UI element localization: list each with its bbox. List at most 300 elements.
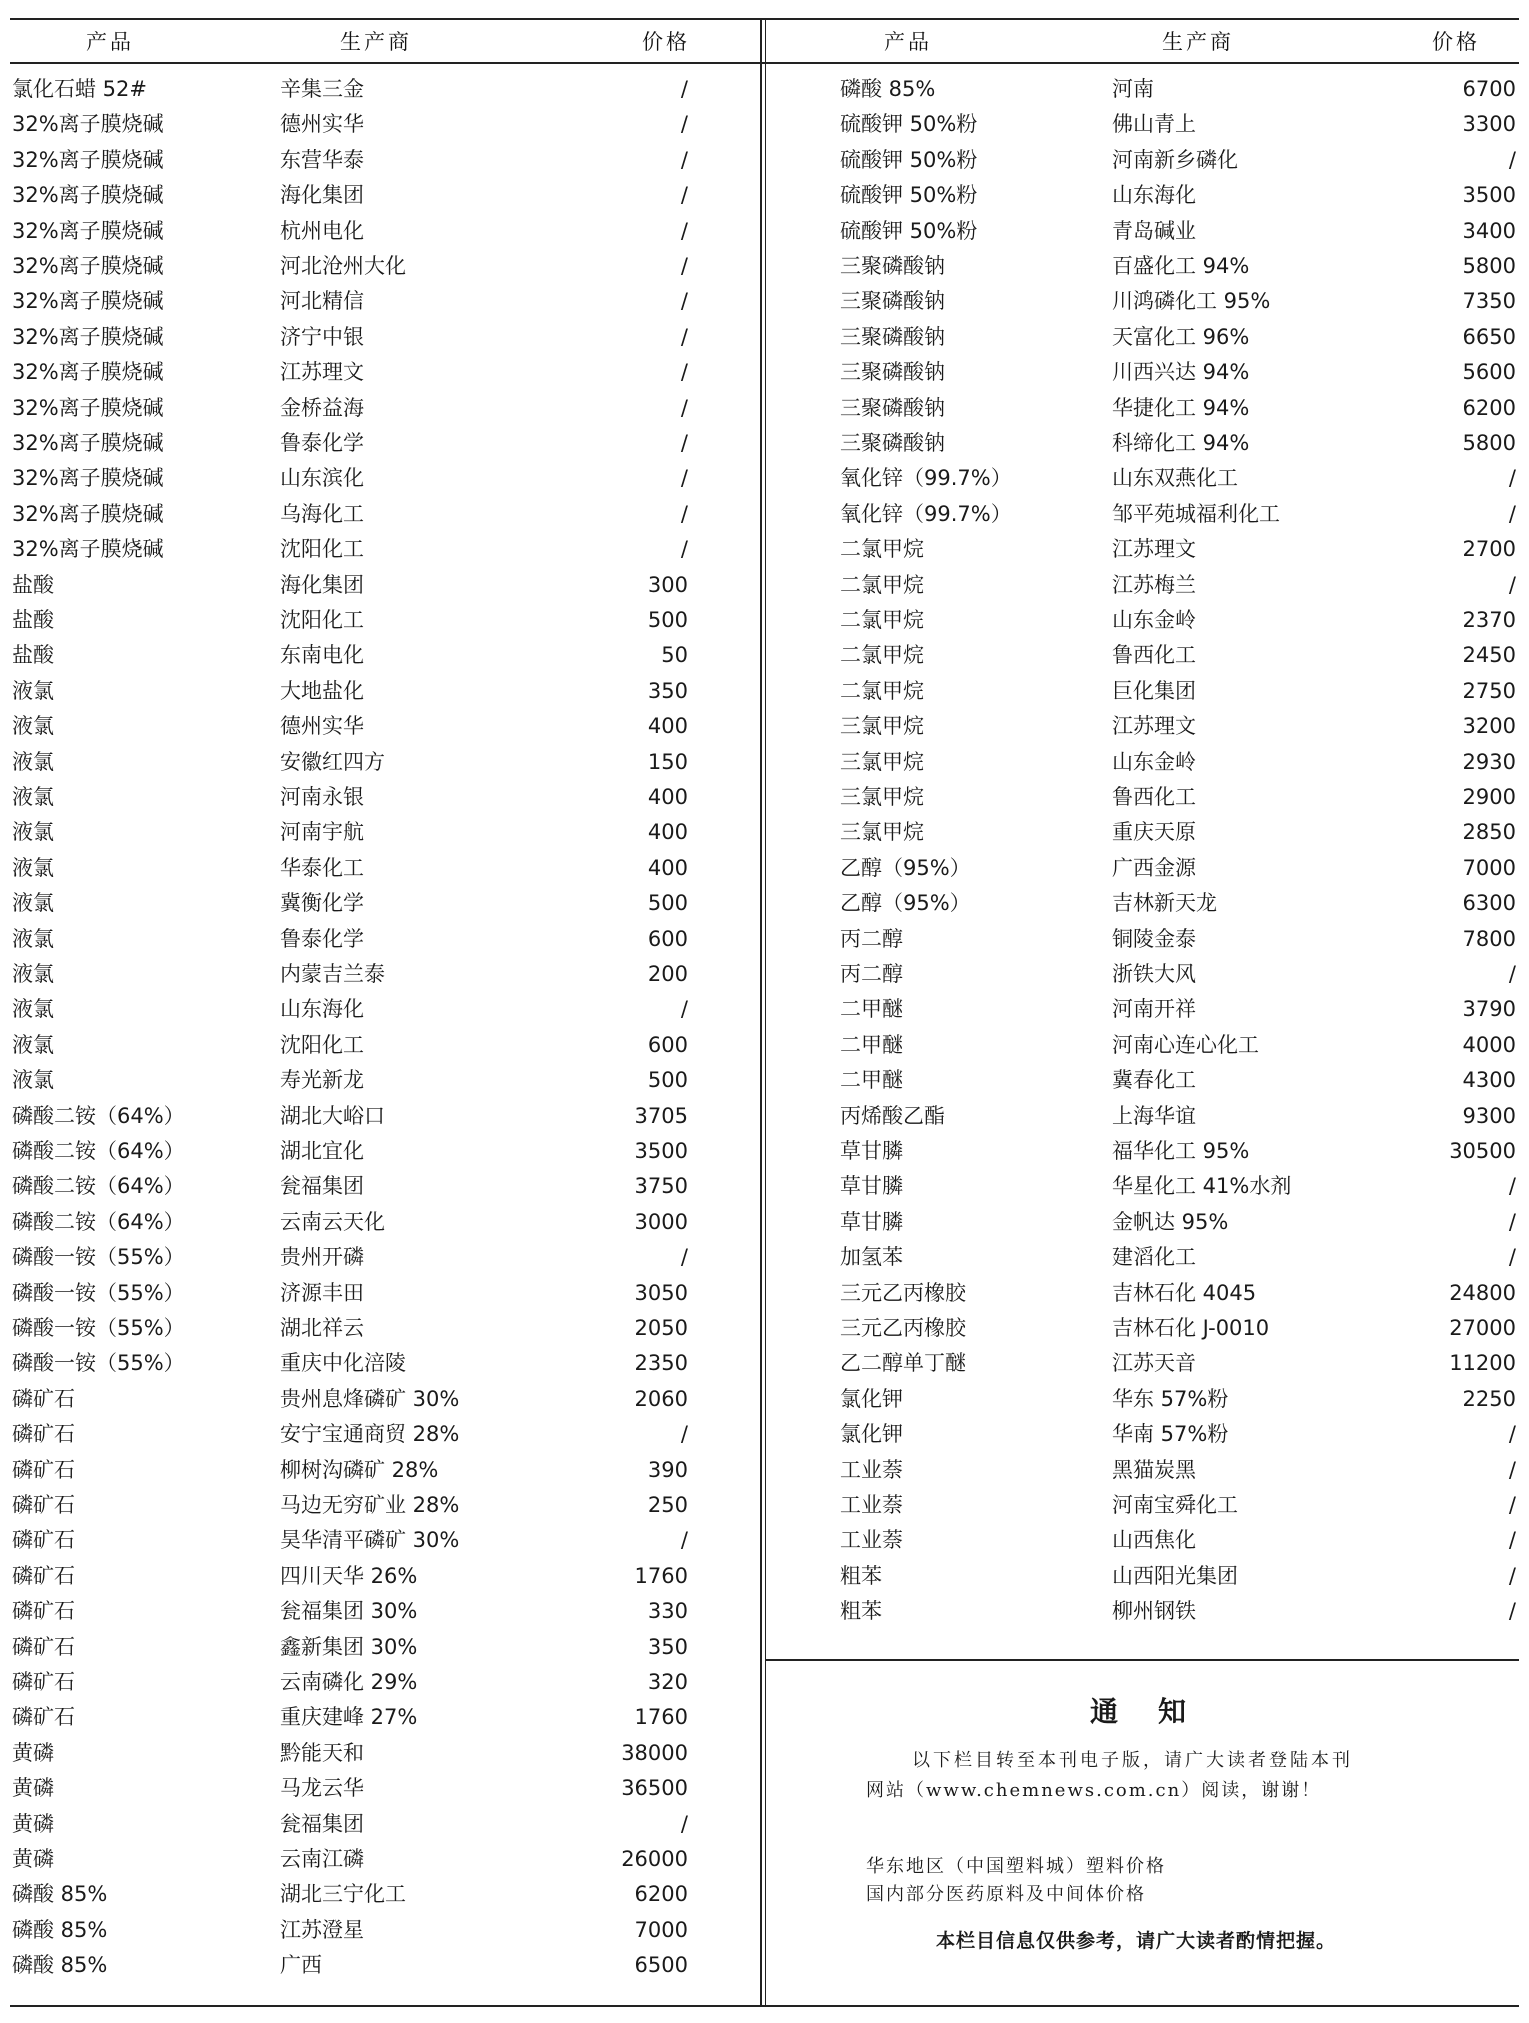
table-row	[766, 214, 1519, 249]
producer-cell: 河北沧州大化	[280, 254, 406, 278]
table-row	[0, 1028, 760, 1063]
price-cell: 26000	[621, 1847, 688, 1871]
table-row	[0, 1594, 760, 1629]
producer-cell: 鲁西化工	[1112, 785, 1196, 809]
price-cell: /	[1508, 1528, 1516, 1553]
table-row	[0, 1771, 760, 1806]
table-row	[0, 1453, 760, 1488]
producer-cell: 广西金源	[1112, 855, 1196, 880]
price-cell: /	[680, 147, 688, 172]
table-row	[766, 603, 1519, 638]
table-row	[0, 1134, 760, 1169]
product-cell: 黄磷	[12, 1776, 54, 1801]
producer-cell: 山东双燕化工	[1112, 466, 1238, 491]
price-cell: 500	[647, 1068, 688, 1093]
price-cell: 6300	[1462, 891, 1516, 916]
table-row	[766, 249, 1519, 284]
table-row	[0, 1736, 760, 1771]
price-cell: /	[1508, 1599, 1516, 1624]
price-cell: 3050	[634, 1280, 688, 1305]
price-cell: 6500	[634, 1953, 688, 1978]
price-cell: 2350	[634, 1351, 688, 1376]
price-cell: /	[1508, 1174, 1516, 1199]
right-header-producer: 生产商	[1162, 30, 1234, 54]
price-cell: /	[1508, 1493, 1516, 1517]
producer-cell: 冀春化工	[1112, 1068, 1196, 1093]
producer-cell: 安徽红四方	[280, 749, 385, 774]
price-cell: 500	[647, 891, 688, 916]
product-cell: 工业萘	[840, 1528, 903, 1553]
price-cell: 7350	[1462, 289, 1516, 314]
product-cell: 磷酸一铵（55%）	[12, 1280, 185, 1305]
price-cell: 6200	[1462, 395, 1516, 420]
table-row	[766, 851, 1519, 886]
product-cell: 工业萘	[840, 1457, 903, 1482]
table-row	[0, 72, 760, 107]
product-cell: 液氯	[12, 962, 54, 986]
producer-cell: 鲁西化工	[1112, 643, 1196, 668]
producer-cell: 佛山青上	[1112, 112, 1196, 137]
table-row	[766, 1559, 1519, 1594]
product-cell: 磷酸 85%	[12, 1917, 108, 1942]
price-cell: /	[680, 501, 688, 526]
producer-cell: 百盛化工 94%	[1112, 254, 1250, 278]
table-row	[0, 497, 760, 532]
product-cell: 磷矿石	[12, 1705, 75, 1730]
price-cell: /	[1508, 1422, 1516, 1447]
product-cell: 二氯甲烷	[840, 643, 924, 668]
table-row	[0, 320, 760, 355]
price-cell: /	[1508, 1563, 1516, 1588]
left-header-price: 价格	[642, 30, 690, 54]
table-row	[0, 214, 760, 249]
table-row	[0, 957, 760, 992]
producer-cell: 广西	[280, 1953, 322, 1978]
table-row	[766, 815, 1519, 850]
product-cell: 丙二醇	[840, 926, 903, 951]
table-row	[0, 1913, 760, 1948]
product-cell: 三聚磷酸钠	[840, 395, 945, 420]
price-cell: /	[680, 324, 688, 349]
table-row	[0, 603, 760, 638]
product-cell: 三聚磷酸钠	[840, 431, 945, 455]
notice-title: 通 知	[1090, 1695, 1193, 1728]
table-row	[0, 886, 760, 921]
product-cell: 32%离子膜烧碱	[12, 501, 164, 526]
table-row	[766, 568, 1519, 603]
price-cell: 2450	[1462, 643, 1516, 668]
price-cell: 350	[647, 678, 688, 703]
table-row	[766, 709, 1519, 744]
table-row	[766, 320, 1519, 355]
producer-cell: 瓮福集团	[280, 1811, 364, 1836]
product-cell: 二甲醚	[840, 997, 903, 1022]
product-cell: 磷酸二铵（64%）	[12, 1174, 185, 1199]
producer-cell: 云南磷化 29%	[280, 1670, 418, 1694]
product-cell: 三聚磷酸钠	[840, 254, 945, 278]
right-header-product: 产品	[884, 30, 932, 54]
price-cell: 6200	[634, 1882, 688, 1907]
product-cell: 丙二醇	[840, 962, 903, 986]
price-cell: 7800	[1462, 926, 1516, 951]
table-row	[766, 957, 1519, 992]
table-row	[0, 922, 760, 957]
producer-cell: 黑猫炭黑	[1112, 1457, 1196, 1482]
product-cell: 二甲醚	[840, 1032, 903, 1057]
product-cell: 二甲醚	[840, 1068, 903, 1093]
price-cell: 3400	[1462, 218, 1516, 243]
producer-cell: 河南永银	[280, 785, 364, 809]
notice-rule	[766, 1659, 1519, 1661]
price-cell: /	[680, 254, 688, 278]
producer-cell: 柳州钢铁	[1112, 1599, 1196, 1624]
table-row	[766, 992, 1519, 1027]
producer-cell: 山东金岭	[1112, 608, 1196, 632]
product-cell: 盐酸	[12, 608, 54, 632]
table-row	[766, 1523, 1519, 1558]
producer-cell: 辛集三金	[280, 77, 364, 101]
table-row	[0, 284, 760, 319]
price-cell: 3750	[634, 1174, 688, 1199]
product-cell: 三聚磷酸钠	[840, 324, 945, 349]
product-cell: 丙烯酸乙酯	[840, 1103, 945, 1128]
product-cell: 二氯甲烷	[840, 678, 924, 703]
producer-cell: 江苏天音	[1112, 1351, 1196, 1376]
notice-item-1: 华东地区（中国塑料城）塑料价格	[866, 1856, 1166, 1877]
product-cell: 磷矿石	[12, 1599, 75, 1624]
table-row	[0, 1417, 760, 1452]
producer-cell: 江苏理文	[1112, 714, 1196, 739]
table-row	[766, 1240, 1519, 1275]
producer-cell: 山东海化	[280, 997, 364, 1022]
price-cell: /	[680, 1245, 688, 1270]
producer-cell: 贵州开磷	[280, 1245, 364, 1270]
producer-cell: 鑫新集团 30%	[280, 1634, 418, 1659]
product-cell: 三聚磷酸钠	[840, 289, 945, 314]
producer-cell: 济宁中银	[280, 324, 364, 349]
product-cell: 磷酸二铵（64%）	[12, 1139, 185, 1163]
producer-cell: 四川天华 26%	[280, 1563, 418, 1588]
notice-footer: 本栏目信息仅供参考，请广大读者酌情把握。	[936, 1930, 1337, 1952]
table-row	[0, 1948, 760, 1983]
table-row	[0, 1063, 760, 1098]
product-cell: 乙二醇单丁醚	[840, 1351, 966, 1376]
producer-cell: 江苏理文	[280, 360, 364, 385]
producer-cell: 济源丰田	[280, 1280, 364, 1305]
table-row	[0, 638, 760, 673]
table-row	[0, 107, 760, 142]
price-cell: /	[680, 1811, 688, 1836]
table-row	[0, 1311, 760, 1346]
price-cell: 400	[647, 785, 688, 809]
price-cell: /	[680, 1422, 688, 1447]
price-cell: /	[1508, 1457, 1516, 1482]
table-row	[766, 1063, 1519, 1098]
price-cell: /	[680, 183, 688, 208]
table-row	[766, 107, 1519, 142]
producer-cell: 建滔化工	[1112, 1245, 1196, 1270]
product-cell: 32%离子膜烧碱	[12, 289, 164, 314]
price-cell: /	[1508, 501, 1516, 526]
producer-cell: 科缔化工 94%	[1112, 431, 1250, 455]
table-row	[0, 815, 760, 850]
producer-cell: 天富化工 96%	[1112, 324, 1250, 349]
producer-cell: 湖北祥云	[280, 1316, 364, 1340]
producer-cell: 瓮福集团	[280, 1174, 364, 1199]
producer-cell: 铜陵金泰	[1112, 926, 1196, 951]
product-cell: 液氯	[12, 1068, 54, 1093]
product-cell: 液氯	[12, 891, 54, 916]
price-cell: 2050	[634, 1316, 688, 1340]
price-cell: 500	[647, 608, 688, 632]
price-cell: /	[1508, 147, 1516, 172]
product-cell: 二氯甲烷	[840, 572, 924, 597]
product-cell: 磷酸二铵（64%）	[12, 1103, 185, 1128]
price-cell: 2060	[634, 1386, 688, 1411]
table-row	[0, 1877, 760, 1912]
table-row	[0, 1523, 760, 1558]
table-row	[766, 780, 1519, 815]
product-cell: 32%离子膜烧碱	[12, 466, 164, 491]
price-cell: 400	[647, 855, 688, 880]
producer-cell: 河南宝舜化工	[1112, 1493, 1238, 1517]
product-cell: 磷矿石	[12, 1493, 75, 1517]
table-row	[0, 461, 760, 496]
price-cell: /	[1508, 962, 1516, 986]
product-cell: 磷酸一铵（55%）	[12, 1316, 185, 1340]
product-cell: 磷矿石	[12, 1386, 75, 1411]
price-cell: 3200	[1462, 714, 1516, 739]
table-row	[0, 1488, 760, 1523]
price-cell: /	[1508, 572, 1516, 597]
producer-cell: 鲁泰化学	[280, 926, 364, 951]
right-header-price: 价格	[1432, 30, 1480, 54]
producer-cell: 河南开祥	[1112, 997, 1196, 1022]
table-row	[0, 745, 760, 780]
price-cell: 3500	[634, 1139, 688, 1163]
table-row	[0, 178, 760, 213]
product-cell: 磷酸一铵（55%）	[12, 1245, 185, 1270]
table-row	[0, 532, 760, 567]
producer-cell: 云南江磷	[280, 1847, 364, 1871]
product-cell: 粗苯	[840, 1563, 882, 1588]
price-cell: 2250	[1462, 1386, 1516, 1411]
producer-cell: 上海华谊	[1112, 1103, 1196, 1128]
price-cell: 400	[647, 714, 688, 739]
producer-cell: 华南 57%粉	[1112, 1422, 1229, 1447]
notice-line-1: 以下栏目转至本刊电子版，请广大读者登陆本刊	[912, 1750, 1353, 1771]
price-cell: 6700	[1462, 77, 1516, 101]
producer-cell: 吉林新天龙	[1112, 891, 1217, 916]
price-cell: /	[680, 360, 688, 385]
table-row	[0, 1807, 760, 1842]
table-row	[766, 1453, 1519, 1488]
price-cell: /	[1508, 1245, 1516, 1270]
price-cell: 5600	[1462, 360, 1516, 385]
product-cell: 氧化锌（99.7%）	[840, 466, 1012, 491]
product-cell: 三聚磷酸钠	[840, 360, 945, 385]
product-cell: 二氯甲烷	[840, 608, 924, 632]
product-cell: 磷矿石	[12, 1634, 75, 1659]
table-row	[766, 72, 1519, 107]
producer-cell: 杭州电化	[280, 218, 364, 243]
left-header-product: 产品	[86, 30, 134, 54]
producer-cell: 大地盐化	[280, 678, 364, 703]
producer-cell: 东南电化	[280, 643, 364, 668]
product-cell: 32%离子膜烧碱	[12, 147, 164, 172]
product-cell: 磷矿石	[12, 1457, 75, 1482]
price-cell: /	[680, 997, 688, 1022]
producer-cell: 内蒙吉兰泰	[280, 962, 385, 986]
table-row	[766, 1099, 1519, 1134]
producer-cell: 华泰化工	[280, 855, 364, 880]
column-divider	[760, 18, 762, 2007]
table-row	[766, 1134, 1519, 1169]
producer-cell: 山西阳光集团	[1112, 1563, 1238, 1588]
table-row	[766, 143, 1519, 178]
price-cell: /	[1508, 466, 1516, 491]
table-row	[766, 1488, 1519, 1523]
product-cell: 磷酸一铵（55%）	[12, 1351, 185, 1376]
producer-cell: 华东 57%粉	[1112, 1386, 1229, 1411]
table-row	[0, 1169, 760, 1204]
product-cell: 草甘膦	[840, 1139, 903, 1163]
price-cell: 200	[647, 962, 688, 986]
product-cell: 液氯	[12, 714, 54, 739]
table-row	[766, 1205, 1519, 1240]
product-cell: 加氢苯	[840, 1245, 903, 1270]
producer-cell: 湖北三宁化工	[280, 1882, 406, 1907]
table-row	[766, 922, 1519, 957]
producer-cell: 金桥益海	[280, 395, 364, 420]
producer-cell: 沈阳化工	[280, 537, 364, 562]
table-row	[766, 532, 1519, 567]
product-cell: 三元乙丙橡胶	[840, 1316, 966, 1340]
price-cell: 30500	[1449, 1139, 1516, 1163]
product-cell: 三元乙丙橡胶	[840, 1280, 966, 1305]
table-row	[0, 568, 760, 603]
price-cell: 330	[647, 1599, 688, 1624]
table-row	[0, 1382, 760, 1417]
price-cell: 3790	[1462, 997, 1516, 1022]
producer-cell: 浙铁大风	[1112, 962, 1196, 986]
table-row	[766, 284, 1519, 319]
producer-cell: 昊华清平磷矿 30%	[280, 1528, 460, 1553]
price-cell: /	[680, 289, 688, 314]
product-cell: 液氯	[12, 785, 54, 809]
product-cell: 盐酸	[12, 643, 54, 668]
product-cell: 磷矿石	[12, 1528, 75, 1553]
producer-cell: 重庆天原	[1112, 820, 1196, 845]
table-row	[766, 426, 1519, 461]
product-cell: 磷酸 85%	[12, 1882, 108, 1907]
price-cell: /	[680, 1528, 688, 1553]
producer-cell: 吉林石化 J-0010	[1112, 1316, 1270, 1340]
price-cell: 2700	[1462, 537, 1516, 562]
product-cell: 32%离子膜烧碱	[12, 431, 164, 455]
price-cell: 600	[647, 1032, 688, 1057]
price-cell: 1760	[634, 1563, 688, 1588]
price-cell: 4000	[1462, 1032, 1516, 1057]
table-row	[0, 1630, 760, 1665]
producer-cell: 重庆中化涪陵	[280, 1351, 406, 1376]
product-cell: 磷矿石	[12, 1670, 75, 1694]
price-cell: /	[680, 218, 688, 243]
producer-cell: 鲁泰化学	[280, 431, 364, 455]
price-cell: /	[680, 77, 688, 101]
price-cell: 6650	[1462, 324, 1516, 349]
price-cell: /	[680, 466, 688, 491]
producer-cell: 青岛碱业	[1112, 218, 1196, 243]
price-cell: /	[680, 537, 688, 562]
producer-cell: 江苏理文	[1112, 537, 1196, 562]
price-cell: 2930	[1462, 749, 1516, 774]
price-cell: /	[680, 112, 688, 137]
product-cell: 液氯	[12, 997, 54, 1022]
notice-item-2: 国内部分医药原料及中间体价格	[866, 1884, 1146, 1905]
price-cell: 7000	[1462, 855, 1516, 880]
producer-cell: 华星化工 41%水剂	[1112, 1174, 1292, 1199]
product-cell: 硫酸钾 50%粉	[840, 218, 978, 243]
producer-cell: 德州实华	[280, 112, 364, 137]
producer-cell: 山东滨化	[280, 466, 364, 491]
product-cell: 液氯	[12, 926, 54, 951]
price-cell: 400	[647, 820, 688, 845]
table-row	[766, 1276, 1519, 1311]
product-cell: 32%离子膜烧碱	[12, 183, 164, 208]
product-cell: 液氯	[12, 1032, 54, 1057]
table-row	[766, 886, 1519, 921]
price-cell: 11200	[1449, 1351, 1516, 1376]
producer-cell: 江苏澄星	[280, 1917, 364, 1942]
product-cell: 氯化钾	[840, 1386, 903, 1411]
product-cell: 黄磷	[12, 1740, 54, 1765]
producer-cell: 华捷化工 94%	[1112, 395, 1250, 420]
producer-cell: 重庆建峰 27%	[280, 1705, 418, 1730]
table-row	[766, 1028, 1519, 1063]
product-cell: 硫酸钾 50%粉	[840, 183, 978, 208]
price-cell: 38000	[621, 1740, 688, 1765]
producer-cell: 沈阳化工	[280, 608, 364, 632]
producer-cell: 贵州息烽磷矿 30%	[280, 1386, 460, 1411]
price-cell: /	[1508, 1209, 1516, 1234]
producer-cell: 马龙云华	[280, 1776, 364, 1801]
price-cell: 5800	[1462, 431, 1516, 455]
producer-cell: 巨化集团	[1112, 678, 1196, 703]
producer-cell: 河南宇航	[280, 820, 364, 845]
producer-cell: 河南心连心化工	[1112, 1032, 1259, 1057]
table-row	[766, 461, 1519, 496]
producer-cell: 云南云天化	[280, 1209, 385, 1234]
table-row	[0, 1276, 760, 1311]
price-cell: 350	[647, 1634, 688, 1659]
product-cell: 32%离子膜烧碱	[12, 360, 164, 385]
table-row	[766, 497, 1519, 532]
table-row	[0, 1700, 760, 1735]
table-row	[0, 355, 760, 390]
product-cell: 三氯甲烷	[840, 714, 924, 739]
price-cell: 150	[647, 749, 688, 774]
table-row	[0, 1559, 760, 1594]
table-row	[0, 992, 760, 1027]
producer-cell: 川西兴达 94%	[1112, 360, 1250, 385]
product-cell: 32%离子膜烧碱	[12, 218, 164, 243]
table-row	[766, 1346, 1519, 1381]
producer-cell: 寿光新龙	[280, 1068, 364, 1093]
producer-cell: 海化集团	[280, 183, 364, 208]
table-row	[0, 709, 760, 744]
product-cell: 32%离子膜烧碱	[12, 254, 164, 278]
